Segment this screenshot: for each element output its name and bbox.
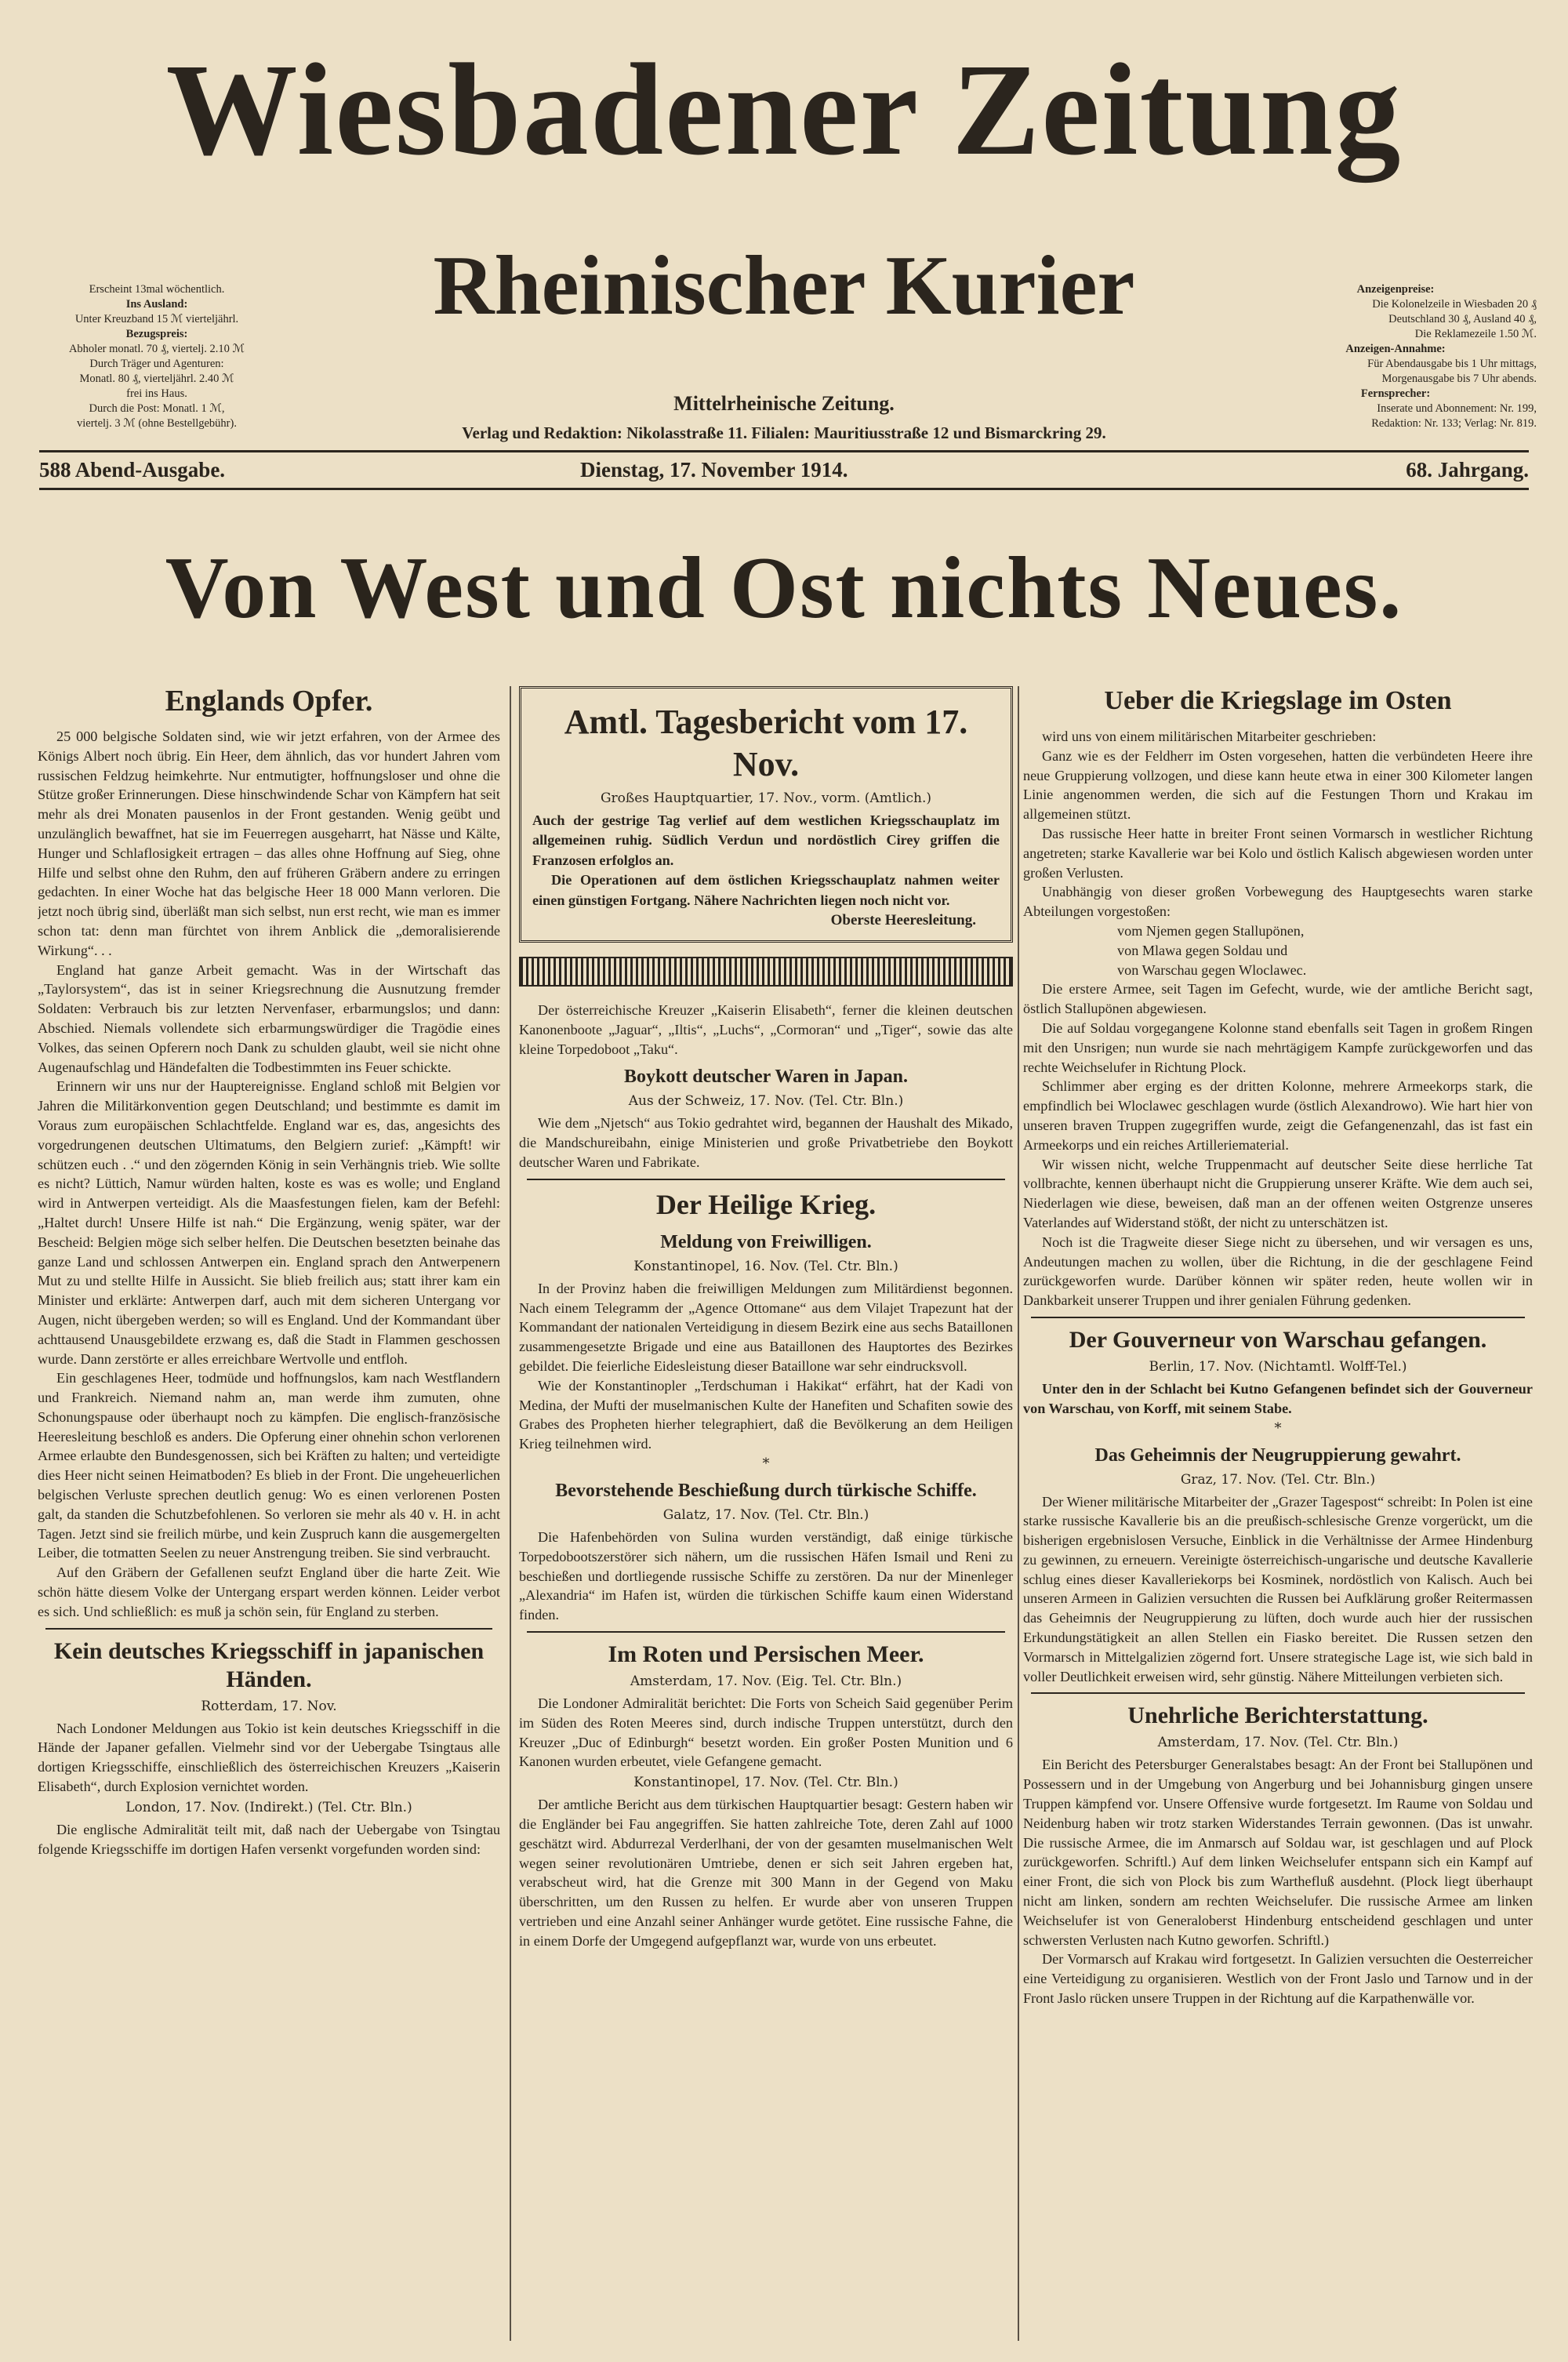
issue-number: 588 Abend-Ausgabe. <box>39 458 226 481</box>
info-line: Durch die Post: Monatl. 1 ℳ, <box>89 402 225 415</box>
info-line: viertelj. 3 ℳ (ohne Bestellgebühr). <box>77 417 237 430</box>
column-left <box>38 678 500 2349</box>
article-paragraph: wird uns von einem militärischen Mitarbeiter geschrieben: <box>1042 729 1377 744</box>
masthead-rule-bottom <box>39 488 1529 490</box>
info-line: Redaktion: Nr. 133; Verlag: Nr. 819. <box>1371 417 1537 430</box>
separator: * <box>1274 1419 1282 1437</box>
column-right <box>1023 678 1533 2349</box>
info-line: Durch Träger und Agenturen: <box>89 358 224 370</box>
list-item: von Warschau gegen Wloclawec. <box>1117 961 1307 978</box>
dateline: Amsterdam, 17. Nov. (Tel. Ctr. Bln.) <box>1157 1735 1399 1751</box>
divider <box>1031 1317 1525 1318</box>
article-heading: Der Gouverneur von Warschau gefangen. <box>1069 1326 1487 1353</box>
column-middle <box>519 678 1013 2349</box>
dateline: Graz, 17. Nov. (Tel. Ctr. Bln.) <box>1180 1471 1376 1488</box>
masthead-tagline: Mittelrheinische Zeitung. <box>673 392 895 415</box>
info-line: frei ins Haus. <box>126 387 187 400</box>
article-paragraph: Nach Londoner Meldungen aus Tokio ist kein deutsches Kriegsschiff in die Hände der Japaner gefallen. Vielmehr sind vor der Uebergabe Tsingtaus alle dortigen Kriegsschiffe, einschließlich des österreichischen Kreuzers „Kaiserin Elisabeth“, durch Explosion vernichtet worden. <box>38 1720 500 1795</box>
info-line: Deutschland 30 ₰, Ausland 40 ₰, <box>1388 313 1537 325</box>
article-heading: Unehrliche Berichterstattung. <box>1127 1702 1428 1729</box>
volume-number: 68. Jahrgang. <box>1406 458 1529 481</box>
info-line: Inserate und Abonnement: Nr. 199, <box>1377 402 1537 415</box>
article-paragraph: Die auf Soldau vorgegangene Kolonne stand ebenfalls seit Tagen in großem Ringen mit den Unsrigen; nun wurde sie nach mehrtägigem Kampfe zurückgeworfen und das rechte Weichselufer in Richtung Plock. <box>1023 1019 1533 1075</box>
article-heading: Ueber die Kriegslage im Osten <box>1104 686 1452 715</box>
divider <box>527 1179 1005 1180</box>
article-paragraph: Der österreichische Kreuzer „Kaiserin Elisabeth“, ferner die kleinen deutschen Kanonenboote „Jaguar“, „Iltis“, „Luchs“, „Cormoran“ und „Tiger“, sowie das alte kleine Torpedoboot „Taku“. <box>519 1002 1013 1057</box>
article-paragraph: Das russische Heer hatte in breiter Front seinen Vormarsch in westlicher Richtung angetreten; starke Kavallerie war bei Kolo und östlich Kalisch abgewiesen worden unter großen Verlusten. <box>1023 825 1533 881</box>
column-divider <box>510 686 511 2341</box>
masthead-rule-top <box>39 450 1529 452</box>
info-heading: Anzeigen-Annahme: <box>1345 343 1446 355</box>
dateline-bar <box>39 455 1529 486</box>
article-paragraph: Ein geschlagenes Heer, todmüde und hoffnungslos, kam nach Westflandern und Frankreich. Niemand nahm an, man werde ihm zumuten, ohne Schonungspause oder überhaupt noch zu kämpfen. Die englisch-französische Heeresleitung beschloß es anders. Die Opferung einer ohnehin schon verlorenen Armee erlaubte den Bundesgenossen, sich bei Kräften zu halten; und verteidigte dies Heer nicht seinen Heimatboden? Es blieb in der Front. Die ungeheuerlichen belgischen Verluste sprechen deutlich genug: Wo es einen verlorenen Posten galt, da standen die Schutzbefohlenen. So verloren sie mehr als 40 v. H. in acht Tagen. Jetzt sind sie freilich mürbe, und kein Zuspruch kann die ausgemergelten Leiber, die totmatten Seelen zu neuer Anstrengung treiben. Sie sind verbraucht. <box>38 1370 500 1561</box>
dateline: Galatz, 17. Nov. (Tel. Ctr. Bln.) <box>662 1506 869 1523</box>
article-heading: Englands Opfer. <box>165 685 373 718</box>
article-paragraph: Unter den in der Schlacht bei Kutno Gefangenen befindet sich der Gouverneur von Warschau, von Korff, mit seinem Stabe. <box>1023 1380 1533 1416</box>
info-line: Unter Kreuzband 15 ℳ vierteljährl. <box>74 313 239 325</box>
info-line: Erscheint 13mal wöchentlich. <box>89 283 225 296</box>
article-paragraph: Die Hafenbehörden von Sulina wurden verständigt, daß einige türkische Torpedobootszerstörer sich nähern, um die russischen Häfen Ismail und Reni zu beschießen und dortliegende russische Schiffe zu zerstören. Da nur der Minenleger „Alexandria“ im Hafen ist, würden die türkischen Schiffe kaum einen Widerstand finden. <box>519 1528 1013 1623</box>
article-paragraph: England hat ganze Arbeit gemacht. Was in der Wirtschaft das „Taylorsystem“, das ist in seiner Kriegsrechnung die Ausnutzung fremder Soldaten: Verbrauch bis zur letzten Nervenfaser, erbarmungslos; und dann: Abschied. Niemals vollendete sich erbarmungswürdiger die Tragödie eines Volkes, das seinen Opferern noch Dank zu schulden glaubt, weil sie nicht ohne Augenaufschlag und Händefalten die Todbestimmten ins Feuer schickte. <box>38 961 500 1075</box>
article-paragraph: Die englische Admiralität teilt mit, daß nach der Uebergabe von Tsingtau folgende Kriegsschiffe im dortigen Hafen versenkt vorgefunden worden sind: <box>38 1821 500 1857</box>
dateline: Großes Hauptquartier, 17. Nov., vorm. (Amtlich.) <box>600 790 932 806</box>
article-paragraph: Ein Bericht des Petersburger Generalstabes besagt: An der Front bei Stallupönen und Possessern und in der Umgebung von Angerburg und bei Johannisburg gingen unsere Truppen kämpfend vor. Unsere Offensive wurde fortgesetzt. Im Raume von Soldau und Neidenburg haben wir trotz starken Widerstandes Terrain gewonnen. (Das ist unwahr. Die russische Armee, die im Anmarsch auf Soldau war, ist geschlagen und auf Plock zurückgeworfen. Schriftl.) Auf dem linken Weichselufer entspann sich ein Kampf auf einer Front, die sich von Plock bis zum Warthefluß ausdehnt. (Plock liegt überhaupt nicht am linken, sondern am rechten Weichselufer. Die russische Armee am linken Weichselufer ist von Generaloberst Hindenburg entscheidend geschlagen und unter schwersten Verlusten nach Kutno geworfen. Schriftl.) <box>1023 1757 1533 1948</box>
article-paragraph: Der amtliche Bericht aus dem türkischen Hauptquartier besagt: Gestern haben wir die Engländer bei Fau angegriffen. Sie hatten zahlreiche Tote, deren Zahl auf 1000 geschätzt wird. Abdurrezal Verderlhani, der von der gesamten muselmanischen Welt wegen seiner revolutionären Umtriebe, denen er sich seit Jahren ergeben hat, verabscheut wird, hat die Grenze mit 300 Mann in der Gegend von Maku überschritten, um den Russen zu helfen. Er wurde aber von unseren Truppen vertrieben und eine Anzahl seiner Anhänger wurde getötet. Eine russische Fahne, die in einem Dorfe der Umgegend aufgepflanzt war, wurde von uns erbeutet. <box>519 1797 1013 1949</box>
issue-date: Dienstag, 17. November 1914. <box>580 458 848 481</box>
column-divider <box>1018 686 1019 2341</box>
dateline: Berlin, 17. Nov. (Nichtamtl. Wolff-Tel.) <box>1149 1358 1407 1375</box>
divider <box>1031 1692 1525 1694</box>
official-report-box <box>519 686 1013 943</box>
divider <box>45 1628 492 1630</box>
report-paragraph: Auch der gestrige Tag verlief auf dem westlichen Kriegsschauplatz im allgemeinen ruhig. Südlich Verdun und nordöstlich Cirey griffen die Franzosen erfolglos an. <box>532 812 1000 868</box>
dateline: Rotterdam, 17. Nov. <box>201 1698 337 1714</box>
article-paragraph: Die erstere Armee, seit Tagen im Gefecht, wurde, wie der amtliche Bericht sagt, östlich Stallupönen abgewiesen. <box>1023 981 1533 1017</box>
info-line: Die Reklamezeile 1.50 ℳ. <box>1414 328 1537 340</box>
report-signature: Oberste Heeresleitung. <box>830 912 976 929</box>
article-heading: Kein deutsches Kriegsschiff in japanischen Händen. <box>53 1637 485 1692</box>
advertising-info <box>1254 282 1537 431</box>
info-line: Morgenausgabe bis 7 Uhr abends. <box>1381 372 1537 385</box>
article-paragraph: Schlimmer aber erging es der dritten Kolonne, mehrere Armeekorps stark, die empfindlich bei Wloclawec geschlagen wurde (östlich Alexandrowo). Wie hart hier von unseren braven Truppen zugegriffen wurde, zeigt die Gefangenenzahl, das ist fast ein Armeekorps und ein reiches Artilleriematerial. <box>1023 1078 1533 1153</box>
article-paragraph: In der Provinz haben die freiwilligen Meldungen zum Militärdienst begonnen. Nach einem Telegramm der „Agence Ottomane“ aus dem Vilajet Trapezunt hat der Kommandant der nationalen Verteidigung in diesem Bezirk eine aus sechs Bataillonen zusammengesetzte Brigade und eine aus Bataillonen des Hauptortes des Bezirkes gebildet. Die feierliche Eidesleistung dieser Bataillone war sehr eindrucksvoll. <box>519 1280 1013 1374</box>
article-paragraph: Unabhängig von dieser großen Vorbewegung des Hauptgesechts waren starke Abteilungen vorgestoßen: <box>1023 884 1533 920</box>
dateline: Konstantinopel, 16. Nov. (Tel. Ctr. Bln.) <box>633 1258 898 1274</box>
article-paragraph: Der Wiener militärische Mitarbeiter der „Grazer Tagespost“ schreibt: In Polen ist eine starke russische Kavallerie bis an die preußisch-schlesische Grenze vorgerückt, um die bisherigen ergebnislosen Versuche, Einblick in die Verhältnisse der Armee Hindenburg zu gewinnen, zu erneuern. Vereinigte österreichisch-ungarische und deutsche Kavallerie schlug eines dieser Kavalleriekorps bei Kosminek, nordöstlich von Kalisch. Auch bei unseren Armeen in Galizien versuchten die Russen bei Aufklärung großer Reitermassen das Geheimnis der Neugruppierung zu lüften, doch wurde auch hier der russischen Erkundungstätigkeit an allen Stellen ein Fiasko bereitet. Die Russen setzen den Vormarsch in Mittelgalizien zögernd fort. Unsere strategische Lage ist, wie sich bald in voller Deutlichkeit erweisen wird, sehr günstig. Nähere Mitteilungen verbieten sich. <box>1023 1493 1533 1684</box>
article-paragraph: Die Londoner Admiralität berichtet: Die Forts von Scheich Said gegenüber Perim im Süden des Roten Meeres sind, durch indische Truppen unterstützt, durch den Kreuzer „Duc of Edinburgh“ besetzt worden. Ein großer Posten Munition und 6 Kanonen wurden erbeutet, viele Gefangene gemacht. <box>519 1695 1013 1770</box>
article-paragraph: Auf den Gräbern der Gefallenen seufzt England über die harte Zeit. Wie schön hätte diesem Volke der Untergang erspart werden können. Leider verbot es sich. Und schließlich: es muß ja schön sein, für England zu sterben. <box>38 1564 500 1619</box>
article-paragraph: 25 000 belgische Soldaten sind, wie wir jetzt erfahren, von der Armee des Königs Albert noch übrig. Ein Heer, dem ähnlich, das vor hundert Jahren vom russischen Feldzug heimkehrte. Nur entmutigter, hoffnungsloser und ohne die Stütze großer Erinnerungen. Diese hinschwindende Schar von Kämpfern hat seit mehr als drei Monaten pausenlos in der Front gestanden. Wenig geübt und unzulänglich bewaffnet, hat sie im Feuerregen ausgeharrt, hat Nässe und Kälte, Hunger und Schlaflosigkeit ertragen – das alles ohne Hoffnung auf Sieg, ohne Hilfe und selbst ohne den Ruhm, den auf früheren Gräbern andere zu erringen gedachten. In einer Woche hat das belgische Heer 18 000 Mann verloren. Die jetzt noch übrig sind, überläßt man sich selbst, nun erst recht, wie man es immer schon tat: denn man fürchtet von ihrem Anblick die „demoralisierende Wirkung“. . . <box>38 729 500 958</box>
separator: * <box>762 1455 770 1472</box>
article-heading: Das Geheimnis der Neugruppierung gewahrt. <box>1094 1444 1461 1466</box>
masthead-title: Wiesbadener Zeitung <box>165 37 1403 183</box>
article-paragraph: Wie dem „Njetsch“ aus Tokio gedrahtet wird, begannen der Haushalt des Mikado, die Mandschureibahn, einige Ministerien und große Privatbetriebe den Boykott deutscher Waren und Fabrikate. <box>519 1115 1013 1171</box>
info-heading: Fernsprecher: <box>1360 387 1431 400</box>
article-heading: Im Roten und Persischen Meer. <box>608 1641 924 1667</box>
dateline: Konstantinopel, 17. Nov. (Tel. Ctr. Bln.) <box>633 1775 898 1791</box>
report-paragraph: Die Operationen auf dem östlichen Kriegsschauplatz nahmen weiter einen günstigen Fortgang. Nähere Nachrichten liegen noch nicht vor. <box>532 872 1000 908</box>
info-line: Abholer monatl. 70 ₰, viertelj. 2.10 ℳ <box>68 343 245 355</box>
info-heading: Anzeigenpreise: <box>1356 283 1435 296</box>
article-paragraph: Wie der Konstantinopler „Terdschuman i Hakikat“ erfährt, hat der Kadi von Medina, der Mufti der muselmanischen Kulte der Hanefiten und Schafiten sowie des Grabes des Propheten hierher telegraphiert, daß die Bevölkerung an dem Heiligen Krieg teilnehmen wird. <box>519 1377 1013 1452</box>
decorative-rule <box>519 957 1013 987</box>
report-heading: Amtl. Tagesbericht vom 17. Nov. <box>564 703 968 783</box>
list-item: von Mlawa gegen Soldau und <box>1117 942 1288 958</box>
subscription-info <box>39 282 274 431</box>
route-list <box>1023 921 1533 979</box>
dateline: Amsterdam, 17. Nov. (Eig. Tel. Ctr. Bln.) <box>630 1673 902 1689</box>
masthead-subtitle: Rheinischer Kurier <box>433 239 1135 332</box>
article-paragraph: Noch ist die Tragweite dieser Siege nicht zu übersehen, und wir versagen es uns, Andeutungen machen zu wollen, über die Richtung, in die der geschlagene Feind zurückgeworfen wurde. Darüber können wir später reden, heute wollen wir in Dankbarkeit unserer Truppen und ihrer genialen Führung gedenken. <box>1023 1234 1533 1309</box>
article-paragraph: Ganz wie es der Feldherr im Osten vorgesehen, hatten die verbündeten Heere ihre neue Gruppierung vollzogen, und diese kann heute etwa in einer 300 Kilometer langen Linie angenommen werden, die sich auf die Festungen Thorn und Krakau im allgemeinen stützt. <box>1023 747 1533 823</box>
article-heading: Boykott deutscher Waren in Japan. <box>623 1067 909 1088</box>
list-item: vom Njemen gegen Stallupönen, <box>1117 922 1305 939</box>
dateline: Aus der Schweiz, 17. Nov. (Tel. Ctr. Bln.) <box>628 1093 904 1110</box>
article-subheading: Meldung von Freiwilligen. <box>660 1231 872 1252</box>
info-line: Die Kolonelzeile in Wiesbaden 20 ₰ <box>1372 298 1537 311</box>
article-paragraph: Wir wissen nicht, welche Truppenmacht auf deutscher Seite diese herrliche Tat vollbrachte, kennen überhaupt nicht die Gruppierung unserer Kräfte. Wie dem auch sei, Niederlagen wie diese, beweisen, daß man an der offenen weiten Ostgrenze unseres Vaterlandes auf Widerstand stößt, der nicht zu unterschätzen ist. <box>1023 1156 1533 1230</box>
article-paragraph: Der Vormarsch auf Krakau wird fortgesetzt. In Galizien versuchten die Oesterreicher eine Verteidigung zu organisieren. Westlich von der Front Jaslo und Tarnow und in der Front Jaslo rücken unsere Truppen in der Richtung auf die Karpathenwälle vor. <box>1023 1951 1533 2007</box>
article-paragraph: Erinnern wir uns nur der Hauptereignisse. England schloß mit Belgien vor Jahren die Militärkonvention gegen Deutschland; und bestimmte es damit im Voraus zum europäischen Schlachtfelde. England war es, das, angesichts des vorgedrungenen deutschen Ultimatums, den Belgiern zurief: „Kämpft! wir schützen euch . .“ und den zögernden König in sein Verhängnis trieb. Wie sollte es nicht? Lüttich, Namur würden halten, koste es was es wolle; und England wird in Antwerpen verteidigt. Als die Maasfestungen fielen, kam der Befehl: „Haltet durch! Unsere Hilfe ist nah.“ Die Ergänzung, wenig später, war der Bescheid: Belgien möge sich selber helfen. Die Deutschen besetzten beinahe das ganze Land und schlossen Antwerpen ein. England sprach den Antwerpenern Mut zu und stellte Hilfe in Aussicht. Sie blieb freilich aus; statt ihrer kam ein Minister und erklärte: Antwerpen darf, auch mit dem sicheren Untergang vor Augen, nicht übergeben werden; so will es England. Und der Kommandant über achttausend Unausgebildete erzwang es, daß die Stadt in Flammen geschossen wurde. Dann zerstörte er alles erreichbare Wertvolle und entfloh. <box>38 1078 500 1367</box>
info-line: Für Abendausgabe bis 1 Uhr mittags, <box>1367 358 1537 370</box>
article-heading: Der Heilige Krieg. <box>655 1188 877 1220</box>
main-headline: Von West und Ost nichts Neues. <box>165 540 1403 637</box>
divider <box>527 1631 1005 1633</box>
info-line: Monatl. 80 ₰, vierteljährl. 2.40 ℳ <box>79 372 234 385</box>
info-heading: Bezugspreis: <box>125 328 188 340</box>
masthead-publisher-address: Verlag und Redaktion: Nikolasstraße 11. Filialen: Mauritiusstraße 12 und Bismarckring 29. <box>462 423 1106 442</box>
info-heading: Ins Ausland: <box>125 298 188 311</box>
article-heading: Bevorstehende Beschießung durch türkische Schiffe. <box>555 1480 977 1501</box>
dateline: London, 17. Nov. (Indirekt.) (Tel. Ctr. Bln.) <box>125 1799 412 1815</box>
